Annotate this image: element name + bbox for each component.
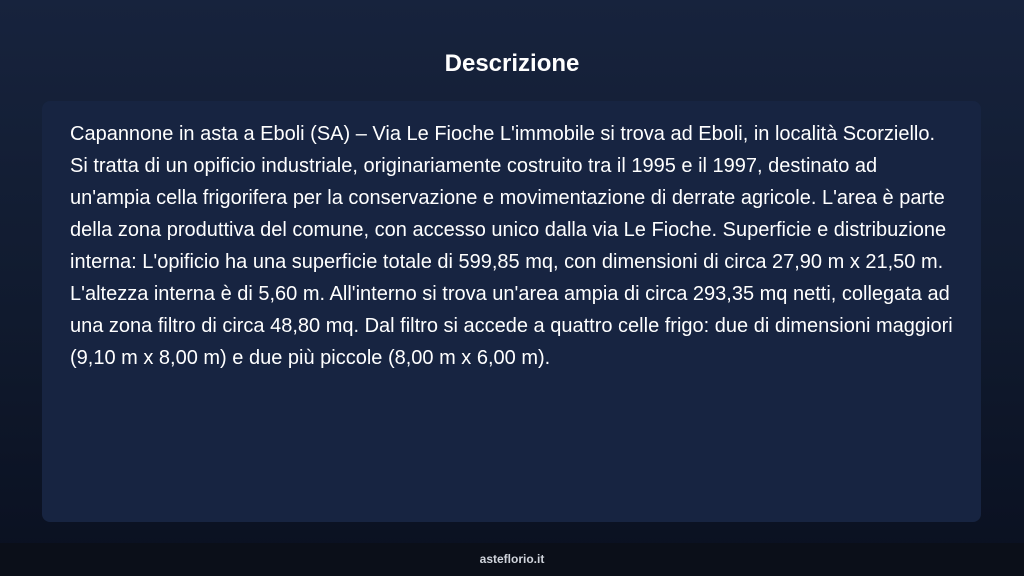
description-card [42, 101, 981, 522]
description-text: Capannone in asta a Eboli (SA) – Via Le Fioche L'immobile si trova ad Eboli, in località Scorziello. Si tratta di un opificio industriale, originariamente costruito tra il 1995 e il 1997, destinato ad un'ampia cella frigorifera per la conservazione e movimentazione di derrate agricole. L'area è parte della zona produttiva del comune, con accesso unico dalla via Le Fioche. Superficie e distribuzione interna: L'opificio ha una superficie totale di 599,85 mq, con dimensioni di circa 27,90 m x 21,50 m. L'altezza interna è di 5,60 m. All'interno si trova un'area ampia di circa 293,35 mq netti, collegata ad una zona filtro di circa 48,80 mq. Dal filtro si accede a quattro celle frigo: due di dimensioni maggiori (9,10 m x 8,00 m) e due più piccole (8,00 m x 6,00 m). [70, 123, 953, 369]
footer-bar [0, 543, 1024, 576]
footer-site-label: asteflorio.it [479, 552, 545, 566]
page-title: Descrizione [444, 50, 580, 77]
